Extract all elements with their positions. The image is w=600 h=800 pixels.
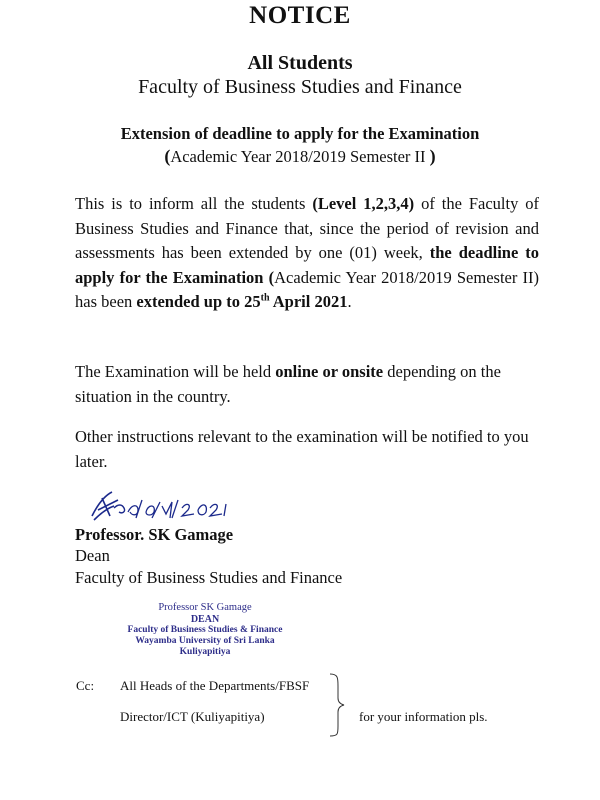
p1-extended-up-to: extended up to 25 — [136, 292, 261, 312]
p2-mode: online or onsite — [275, 362, 384, 381]
stamp-university: Wayamba University of Sri Lanka — [135, 636, 275, 646]
cc-recipient: All Heads of the Departments/FBSF — [120, 678, 310, 693]
paragraph-exam-mode — [75, 360, 539, 409]
p1-extended-date — [136, 292, 347, 311]
paragraph-deadline-extension — [75, 192, 539, 315]
cc-recipient: Director/ICT (Kuliyapitiya) — [120, 709, 265, 724]
p1-text-1: This is to inform all the students — [75, 194, 313, 213]
p1-text-3: Academic Year 2018/2019 Semester II) has been — [75, 267, 539, 312]
p1-month-year: April 2021 — [269, 292, 348, 312]
p1-period: . — [347, 292, 352, 312]
stamp-role: DEAN — [190, 614, 220, 625]
handwritten-signature — [84, 486, 244, 530]
p1-deadline-phrase: the deadline to apply for the Examination ( — [75, 243, 539, 287]
cc-label: Cc: — [76, 678, 95, 693]
p2-text-1: The Examination will be held — [75, 362, 276, 381]
faculty-heading: Faculty of Business Studies and Finance — [138, 76, 462, 98]
stamp-location: Kuliyapitiya — [179, 647, 231, 657]
official-stamp — [105, 602, 305, 658]
p2-text-2: depending on the situation in the country. — [75, 362, 501, 406]
notice-title: NOTICE — [249, 2, 351, 29]
subject-academic-year — [0, 146, 600, 167]
stamp-name: Professor SK Gamage — [158, 602, 252, 613]
close-paren: ) — [429, 146, 436, 166]
p1-date-suffix: th — [260, 292, 270, 304]
p1-text-2: of the Faculty of Business Studies and Finance that, since the period of revision and assessments has been extended by one (01) week, — [75, 194, 540, 263]
cc-brace — [326, 672, 346, 738]
academic-year-text: Academic Year 2018/2019 Semester II — [170, 147, 430, 166]
subject-heading: Extension of deadline to apply for the Examination — [120, 124, 480, 143]
signatory-faculty: Faculty of Business Studies and Finance — [75, 568, 343, 587]
signatory-title: Dean — [75, 546, 110, 565]
stamp-faculty: Faculty of Business Studies & Finance — [127, 625, 283, 635]
cc-note: for your information pls. — [359, 709, 488, 724]
signatory-name: Professor. SK Gamage — [75, 525, 234, 544]
paragraph-other-instructions: Other instructions relevant to the examination will be notified to you later. — [75, 427, 529, 471]
open-paren: ( — [164, 146, 171, 166]
audience-heading: All Students — [247, 52, 353, 74]
p1-levels: (Level 1,2,3,4) — [312, 194, 415, 213]
